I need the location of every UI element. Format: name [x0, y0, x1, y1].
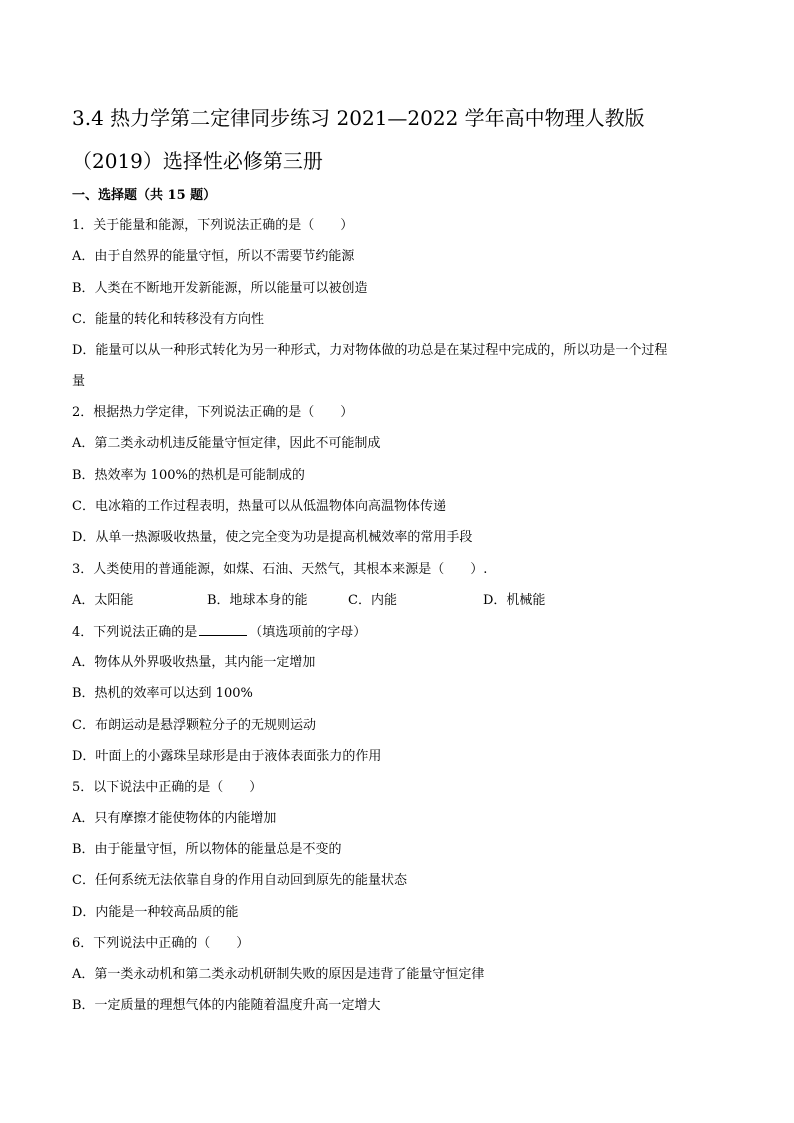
question-4-option-d: D．叶面上的小露珠呈球形是由于液体表面张力的作用	[72, 749, 382, 764]
question-1-option-a: A．由于自然界的能量守恒，所以不需要节约能源	[72, 249, 355, 264]
section-heading: 一、选择题（共 15 题）	[72, 188, 217, 203]
question-6-stem: 6．下列说法中正确的（ ）	[72, 936, 250, 951]
question-6-option-a: A．第一类永动机和第二类永动机研制失败的原因是违背了能量守恒定律	[72, 967, 485, 982]
question-2-stem: 2．根据热力学定律，下列说法正确的是（ ）	[72, 405, 354, 420]
question-3-option-b: B．地球本身的能	[207, 593, 308, 608]
question-4-stem	[72, 622, 366, 643]
question-1-stem: 1．关于能量和能源，下列说法正确的是（ ）	[72, 218, 354, 233]
question-3-option-d: D．机械能	[483, 593, 546, 608]
question-3-option-c: C．内能	[348, 593, 397, 608]
question-2-option-a: A．第二类永动机违反能量守恒定律，因此不可能制成	[72, 436, 381, 451]
question-5-option-b: B．由于能量守恒，所以物体的能量总是不变的	[72, 842, 342, 857]
question-1-option-c: C．能量的转化和转移没有方向性	[72, 312, 264, 327]
question-4-option-b: B．热机的效率可以达到 100%	[72, 686, 253, 701]
question-6-option-b: B．一定质量的理想气体的内能随着温度升高一定增大	[72, 998, 381, 1013]
question-1-option-d: D．能量可以从一种形式转化为另一种形式，力对物体做的功总是在某过程中完成的，所以功是一个过程	[72, 343, 668, 358]
question-2-option-c: C．电冰箱的工作过程表明，热量可以从低温物体向高温物体传递	[72, 499, 446, 514]
question-5-option-d: D．内能是一种较高品质的能	[72, 905, 239, 920]
question-4-option-c: C．布朗运动是悬浮颗粒分子的无规则运动	[72, 718, 316, 733]
question-3-option-a: A．太阳能	[72, 593, 134, 608]
document-title-line-2: （2019）选择性必修第三册	[72, 149, 323, 173]
question-2-option-b: B．热效率为 100%的热机是可能制成的	[72, 468, 305, 483]
question-5-option-a: A．只有摩擦才能使物体的内能增加	[72, 811, 277, 826]
document-title-line-1: 3.4 热力学第二定律同步练习 2021—2022 学年高中物理人教版	[72, 106, 645, 130]
answer-blank	[199, 622, 247, 636]
question-2-option-d: D．从单一热源吸收热量，使之完全变为功是提高机械效率的常用手段	[72, 530, 473, 545]
question-5-option-c: C．任何系统无法依靠自身的作用自动回到原先的能量状态	[72, 873, 407, 888]
question-5-stem: 5．以下说法中正确的是（ ）	[72, 780, 263, 795]
question-4-stem-note: （填选项前的字母）	[249, 625, 367, 640]
question-1-option-b: B．人类在不断地开发新能源，所以能量可以被创造	[72, 281, 368, 296]
question-1-option-d-continued: 量	[72, 374, 86, 389]
question-3-stem: 3．人类使用的普通能源，如煤、石油、天然气，其根本来源是（ ）.	[72, 562, 488, 577]
question-4-stem-text: 4．下列说法正确的是	[72, 625, 198, 640]
question-4-option-a: A．物体从外界吸收热量，其内能一定增加	[72, 655, 316, 670]
question-3-options	[72, 591, 732, 611]
